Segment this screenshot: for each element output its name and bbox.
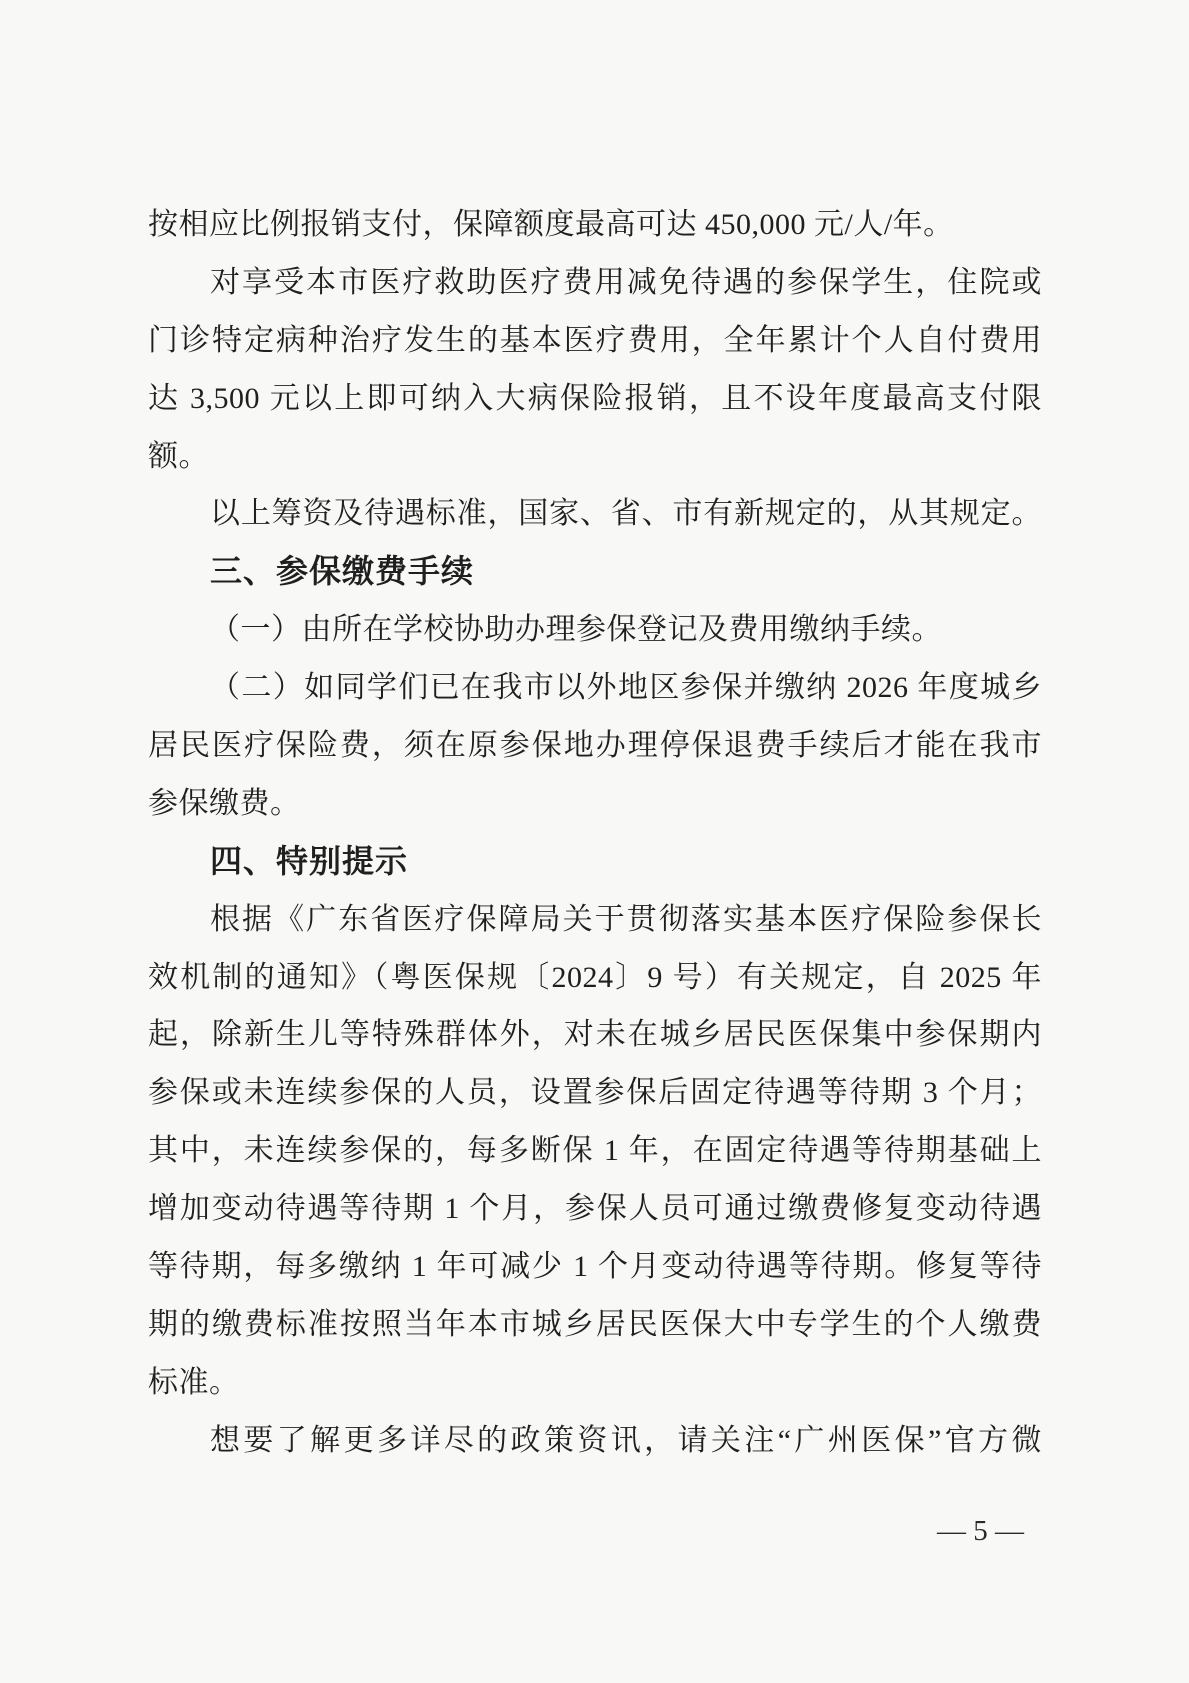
paragraph-line: 对享受本市医疗救助医疗费用减免待遇的参保学生，住院或 [210, 265, 1042, 299]
paragraph-line: 想要了解更多详尽的政策资讯，请关注“广州医保”官方微 [210, 1423, 1042, 1457]
paragraph-line: 参保或未连续参保的人员，设置参保后固定待遇等待期 3 个月； [148, 1076, 1042, 1110]
paragraph-line: 根据《广东省医疗保障局关于贯彻落实基本医疗保险参保长 [210, 902, 1042, 936]
paragraph-line: 标准。 [148, 1365, 240, 1399]
paragraph-line: 额。 [148, 439, 209, 473]
paragraph-line: 按相应比例报销支付，保障额度最高可达 450,000 元/人/年。 [148, 208, 954, 241]
paragraph-line: 期的缴费标准按照当年本市城乡居民医保大中专学生的个人缴费 [148, 1307, 1042, 1341]
paragraph-line: 居民医疗保险费，须在原参保地办理停保退费手续后才能在我市 [148, 729, 1042, 763]
document-body [148, 196, 1042, 1560]
paragraph-line: 效机制的通知》（粤医保规〔2024〕9 号）有关规定，自 2025 年 [148, 960, 1042, 994]
paragraph-line: 等待期，每多缴纳 1 年可减少 1 个月变动待遇等待期。修复等待 [148, 1250, 1042, 1284]
paragraph-line: 门诊特定病种治疗发生的基本医疗费用，全年累计个人自付费用 [148, 323, 1042, 357]
paragraph-line: 起，除新生儿等特殊群体外，对未在城乡居民医保集中参保期内 [148, 1018, 1042, 1052]
paragraph-line: 达 3,500 元以上即可纳入大病保险报销，且不设年度最高支付限 [148, 381, 1042, 415]
paragraph-line: 增加变动待遇等待期 1 个月，参保人员可通过缴费修复变动待遇 [148, 1192, 1042, 1226]
page-number: — 5 — [937, 1514, 1024, 1547]
section-3-heading: 三、参保缴费手续 [210, 553, 475, 590]
section-4-heading: 四、特别提示 [210, 842, 409, 879]
paragraph-line: （一）由所在学校协助办理参保登记及费用缴纳手续。 [210, 613, 942, 647]
paragraph-line: 其中，未连续参保的，每多断保 1 年，在固定待遇等待期基础上 [148, 1134, 1042, 1168]
paragraph-line: 以上筹资及待遇标准，国家、省、市有新规定的，从其规定。 [210, 497, 1042, 531]
paragraph-line: 参保缴费。 [148, 786, 301, 820]
paragraph-line: （二）如同学们已在我市以外地区参保并缴纳 2026 年度城乡 [210, 671, 1042, 705]
